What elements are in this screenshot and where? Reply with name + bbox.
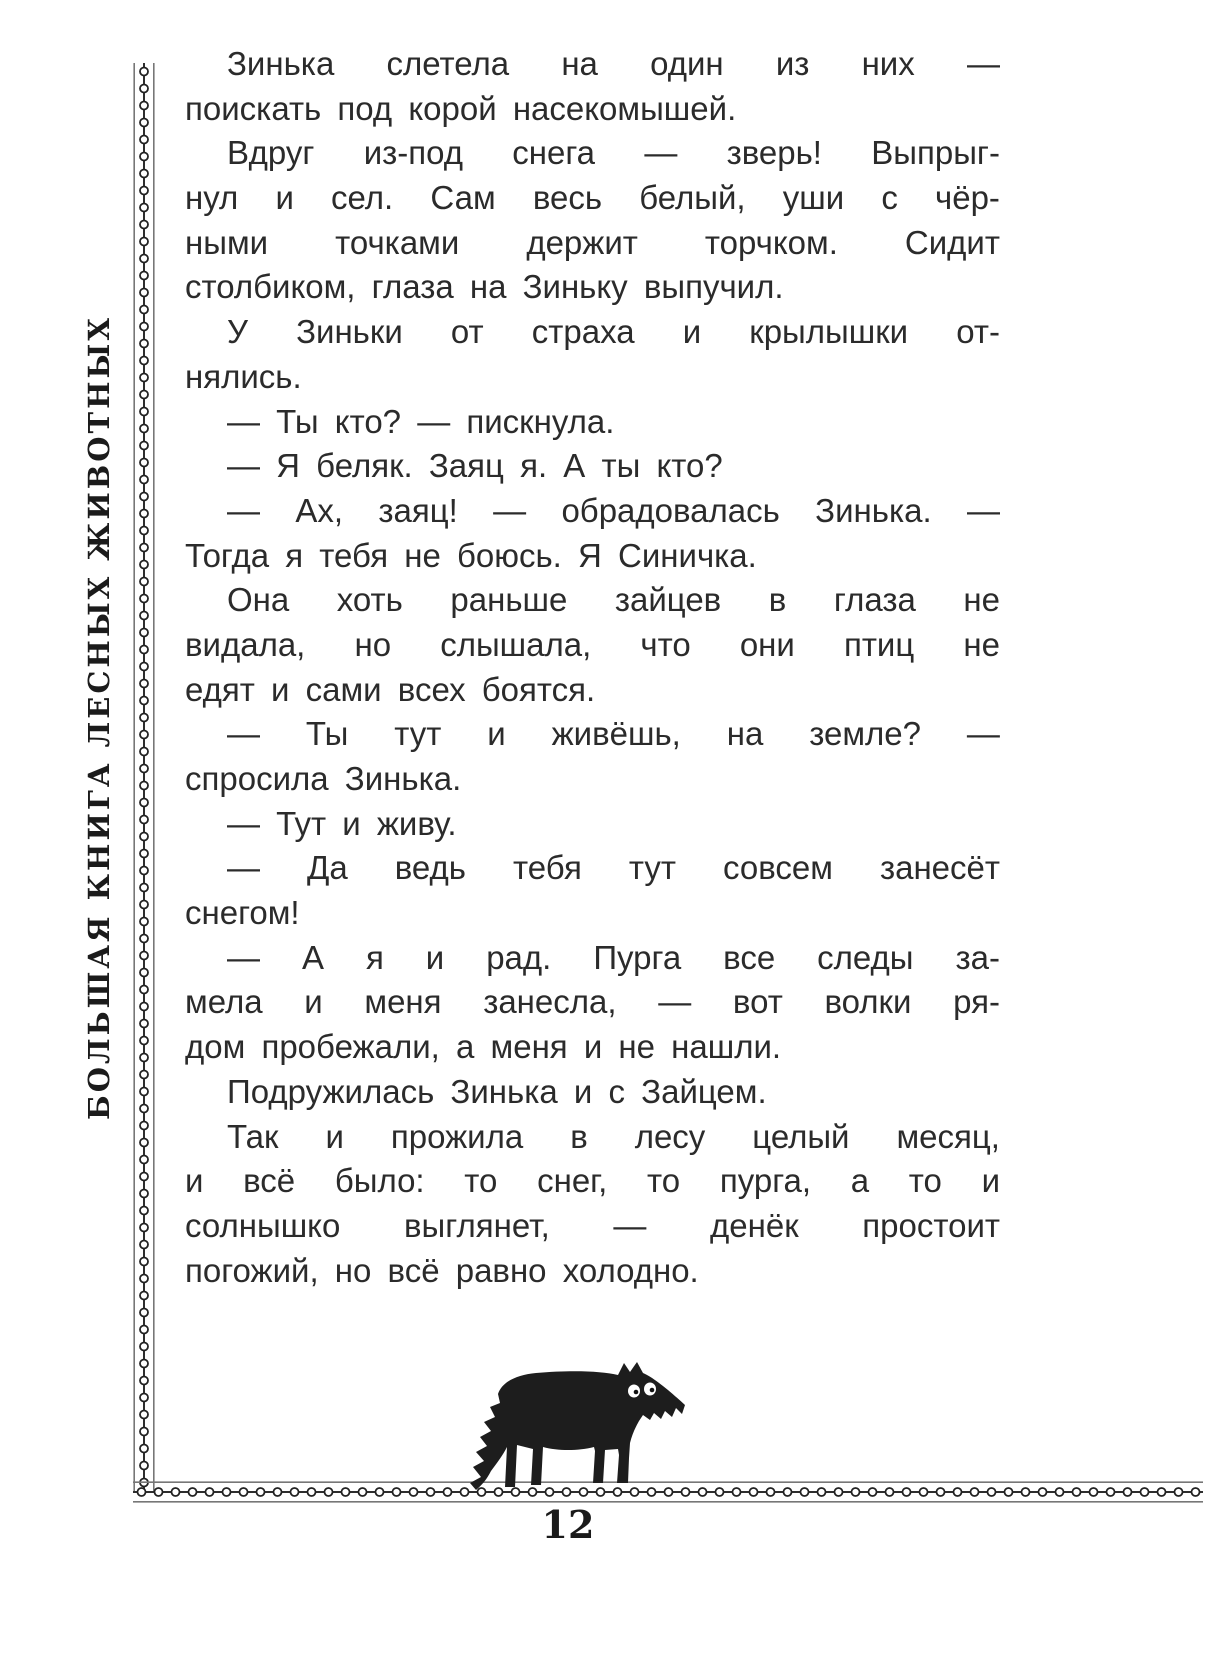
story-line: мела и меня занесла, — вот волки ря- (185, 983, 1000, 1021)
story-line: — Да ведь тебя тут совсем занесёт (227, 849, 1000, 887)
story-line: едят и сами всех боятся. (185, 670, 596, 708)
story-line: — А я и рад. Пурга все следы за- (227, 938, 1000, 976)
wolf-pupil-left (634, 1390, 639, 1395)
story-line: Зинька слетела на один из них — (227, 45, 1000, 82)
wolf-illustration (466, 1360, 688, 1492)
story-line: дом пробежали, а меня и не нашли. (185, 1028, 782, 1066)
story-line: погожий, но всё равно холодно. (185, 1251, 699, 1289)
story-line: — Ты кто? — пискнула. (227, 402, 615, 440)
wolf-body (470, 1362, 685, 1490)
story-line: Вдруг из-под снега — зверь! Выпрыг- (227, 134, 1000, 172)
page-number: 12 (541, 1502, 595, 1547)
story-line: — Ах, заяц! — обрадовалась Зинька. — (227, 491, 1000, 529)
story-line: спросила Зинька. (185, 760, 462, 797)
wolf-pupil-right (650, 1388, 655, 1393)
story-line: снегом! (185, 894, 300, 932)
story-line: солнышко выглянет, — денёк простоит (185, 1206, 1000, 1244)
story-line: Подружилась Зинька и с Зайцем. (227, 1072, 767, 1110)
left-chain-border-decoration (133, 63, 155, 1492)
story-line: нул и сел. Сам весь белый, уши с чёр- (185, 179, 1000, 217)
story-line: ными точками держит торчком. Сидит (185, 223, 1000, 261)
story-line: Тогда я тебя не боюсь. Я Синичка. (185, 536, 757, 574)
story-line: Так и прожила в лесу целый месяц, (227, 1117, 1000, 1155)
story-line: У Зиньки от страха и крылышки от- (227, 313, 1000, 351)
story-line: и всё было: то снег, то пурга, а то и (185, 1162, 1000, 1200)
story-line: — Ты тут и живёшь, на земле? — (227, 715, 1000, 753)
story-text (185, 42, 1000, 1293)
story-line: — Тут и живу. (227, 804, 457, 842)
story-line: поискать под корой насекомышей. (185, 89, 737, 127)
story-line: нялись. (185, 357, 302, 395)
story-line: — Я беляк. Заяц я. А ты кто? (227, 447, 723, 485)
story-line: столбиком, глаза на Зиньку выпучил. (185, 268, 784, 306)
book-series-vertical-title: БОЛЬШАЯ КНИГА ЛЕСНЫХ ЖИВОТНЫХ (82, 315, 116, 1120)
story-line: видала, но слышала, что они птиц не (185, 625, 1000, 663)
story-line: Она хоть раньше зайцев в глаза не (227, 581, 1000, 619)
